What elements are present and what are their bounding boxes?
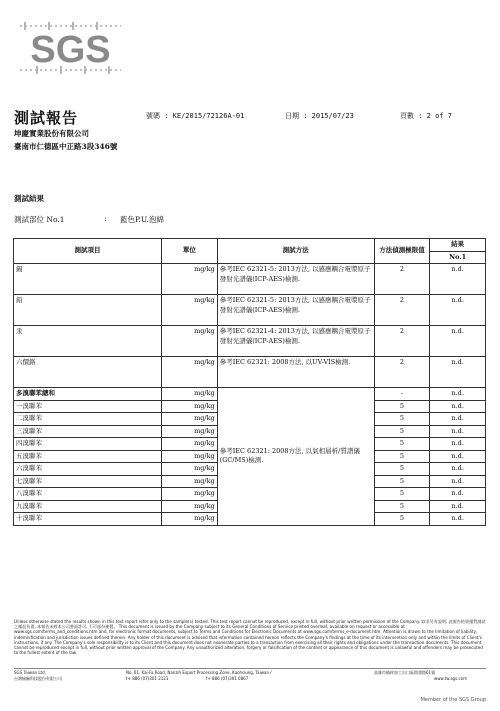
section-title: 測試結果 — [14, 194, 44, 203]
footer-company-en: SGS Taiwan Ltd. — [14, 670, 46, 675]
sgs-logo — [18, 22, 123, 74]
mdl-cell: 5 — [374, 513, 430, 526]
header-method: 測試方法 — [217, 239, 374, 264]
footer-tel: t+ 886 (07)301 2121 — [126, 676, 169, 681]
result-cell: n.d. — [430, 438, 486, 451]
unit-cell: mg/kg — [162, 500, 218, 513]
page-number: 頁數 : 2 of 7 — [400, 112, 452, 120]
unit-cell: mg/kg — [162, 450, 218, 463]
item-cell: 多溴聯苯總和 — [14, 388, 162, 401]
table-row — [14, 326, 486, 357]
result-cell: n.d. — [430, 450, 486, 463]
method-cell: 參考IEC 62321-4: 2013方法, 以感應耦合電漿原子發射光譜儀(ICP-AES)檢測. — [217, 326, 374, 357]
footer-disclaimer: Unless otherwise stated the results shown in this test report refer only to the sample(s) tested. This test report cannot be reproduced, except in full, without prior written permission of the Company. 除非另有說明, 此報告結果僅對測試之樣品負責, 本報告未經本公司書面許可, 不可部份複製。 This document is issued by the Company subject to its General Conditions of Service printed overleaf, available on request or accessible at www.sgs.com/terms_and_conditions.htm and, for electronic format documents, subject to Terms and Conditions for Electronic Documents at www.sgs.com/terms_e-document.htm. Attention is drawn to the limitation of liability, indemnification and jurisdiction issues defined therein. Any holder of this document is advised that information contained hereon reflects the Company's findings at the time of its intervention only and within the limits of Client's instructions, if any. The Company's sole responsibility is to its Client and this document does not exonerate parties to a transaction from exercising all their rights and obligations under the transaction documents. This document cannot be reproduced except in full, without prior written approval of the Company. Any unauthorized alteration, forgery or falsification of the content or appearance of this document is unlawful and offenders may be prosecuted to the fullest extent of the law. — [14, 619, 486, 656]
table-row — [14, 388, 486, 401]
mdl-cell: 2 — [374, 357, 430, 388]
mdl-cell: 5 — [374, 450, 430, 463]
unit-cell: mg/kg — [162, 438, 218, 451]
report-date: 日期 : 2015/07/23 — [285, 112, 354, 120]
unit-cell: mg/kg — [162, 357, 218, 388]
result-cell: n.d. — [430, 264, 486, 295]
mdl-cell: 5 — [374, 438, 430, 451]
header-result: 結果 — [430, 239, 486, 252]
unit-cell: mg/kg — [162, 475, 218, 488]
result-cell: n.d. — [430, 413, 486, 426]
mdl-cell: 5 — [374, 413, 430, 426]
test-part-label: 測試部位 No.1 — [14, 215, 65, 224]
test-part-value: 藍色P.U.泡綿 — [120, 215, 164, 224]
mdl-cell: 2 — [374, 264, 430, 295]
header-mdl: 方法偵測極限值 — [374, 239, 430, 264]
results-table — [13, 238, 486, 526]
client-name: 坤慶實業股份有限公司 — [14, 129, 89, 138]
item-cell: 七溴聯苯 — [14, 475, 162, 488]
mdl-cell: 5 — [374, 425, 430, 438]
item-cell: 十溴聯苯 — [14, 513, 162, 526]
item-cell: 九溴聯苯 — [14, 500, 162, 513]
member-of-sgs: Member of the SGS Group — [420, 697, 486, 703]
mdl-cell: 5 — [374, 463, 430, 476]
item-cell: 鉛 — [14, 295, 162, 326]
unit-cell: mg/kg — [162, 400, 218, 413]
report-number: 號碼 : KE/2015/72126A-01 — [146, 112, 245, 120]
item-cell: 鎘 — [14, 264, 162, 295]
result-cell: n.d. — [430, 400, 486, 413]
result-cell: n.d. — [430, 425, 486, 438]
mdl-cell: - — [374, 388, 430, 401]
report-title: 測試報告 — [14, 109, 79, 127]
unit-cell: mg/kg — [162, 413, 218, 426]
client-address: 臺南市仁德區中正路3段346號 — [14, 142, 118, 151]
unit-cell: mg/kg — [162, 488, 218, 501]
unit-cell: mg/kg — [162, 295, 218, 326]
result-cell: n.d. — [430, 500, 486, 513]
table-header-row — [14, 239, 486, 252]
method-cell: 參考IEC 62321-5: 2013方法, 以感應耦合電漿原子發射光譜儀(ICP-AES)檢測. — [217, 264, 374, 295]
footer-web: www.tw.sgs.com — [434, 676, 467, 681]
unit-cell: mg/kg — [162, 425, 218, 438]
test-part-colon: : — [104, 214, 107, 223]
item-cell: 六溴聯苯 — [14, 463, 162, 476]
item-cell: 二溴聯苯 — [14, 413, 162, 426]
mdl-cell: 2 — [374, 326, 430, 357]
result-cell: n.d. — [430, 388, 486, 401]
item-cell: 三溴聯苯 — [14, 425, 162, 438]
mdl-cell: 5 — [374, 400, 430, 413]
header-item: 測試項目 — [14, 239, 162, 264]
result-cell: n.d. — [430, 295, 486, 326]
mdl-cell: 5 — [374, 500, 430, 513]
method-cell: 參考IEC 62321-5: 2013方法, 以感應耦合電漿原子發射光譜儀(ICP-AES)檢測. — [217, 295, 374, 326]
result-cell: n.d. — [430, 488, 486, 501]
footer-fax: f+ 886 (07)301 0867 — [206, 676, 249, 681]
header-sample-no: No.1 — [430, 251, 486, 264]
result-cell: n.d. — [430, 463, 486, 476]
item-cell: 六價鉻 — [14, 357, 162, 388]
result-cell: n.d. — [430, 357, 486, 388]
unit-cell: mg/kg — [162, 326, 218, 357]
item-cell: 八溴聯苯 — [14, 488, 162, 501]
group-method-cell: 參考IEC 62321: 2008方法, 以氣相層析/質譜儀(GC/MS)檢測. — [217, 388, 374, 526]
item-cell: 汞 — [14, 326, 162, 357]
footer-address-en: No. 61, Kai-Fa Road, Nanzih Export Processing Zone, Kaohsiung, Taiwan / — [126, 670, 272, 675]
footer-contact-bar — [14, 668, 486, 686]
header-unit: 單位 — [162, 239, 218, 264]
mdl-cell: 2 — [374, 295, 430, 326]
result-cell: n.d. — [430, 326, 486, 357]
unit-cell: mg/kg — [162, 264, 218, 295]
result-cell: n.d. — [430, 513, 486, 526]
table-row — [14, 357, 486, 388]
unit-cell: mg/kg — [162, 463, 218, 476]
footer-company-zh: 台灣檢驗科技股份有限公司 — [14, 676, 62, 681]
footer-address-zh: 高雄市楠梓加工出口區開發路61號 — [374, 670, 436, 675]
result-cell: n.d. — [430, 475, 486, 488]
table-row — [14, 295, 486, 326]
unit-cell: mg/kg — [162, 513, 218, 526]
sgs-logo-text: SGS — [30, 29, 111, 71]
item-cell: 四溴聯苯 — [14, 438, 162, 451]
table-row — [14, 264, 486, 295]
item-cell: 五溴聯苯 — [14, 450, 162, 463]
method-cell: 參考IEC 62321: 2008方法, 以UV-VIS檢測. — [217, 357, 374, 388]
mdl-cell: 5 — [374, 475, 430, 488]
item-cell: 一溴聯苯 — [14, 400, 162, 413]
unit-cell: mg/kg — [162, 388, 218, 401]
mdl-cell: 5 — [374, 488, 430, 501]
